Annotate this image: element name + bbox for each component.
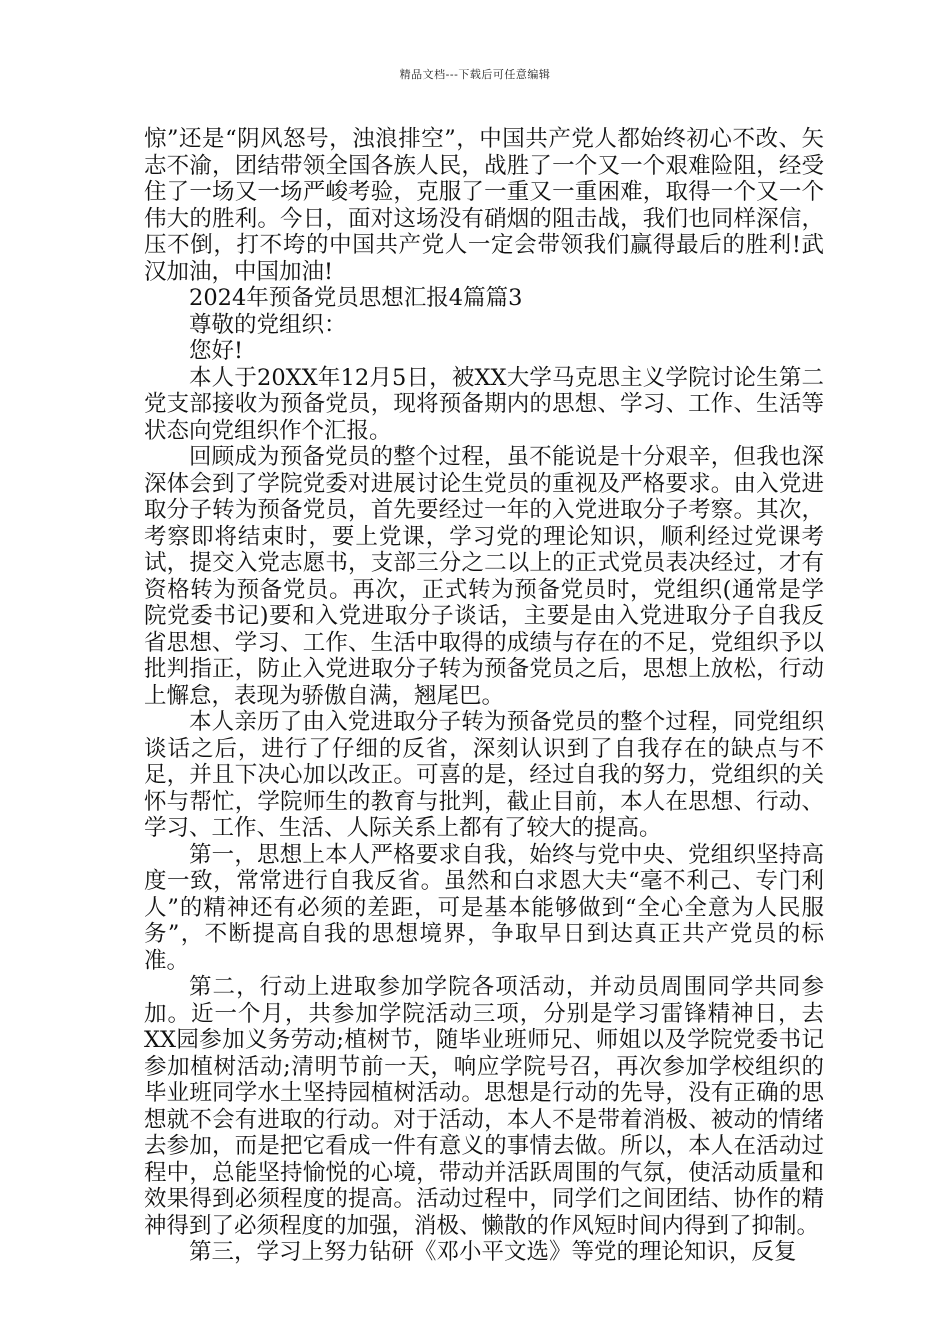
paragraph: 第三，学习上努力钻研《邓小平文选》等党的理论知识，反复 bbox=[189, 1239, 797, 1265]
paragraph: 回顾成为预备党员的整个过程，虽不能说是十分艰辛，但我也深深体会到了学院党委对进展讨论生党员的重视及严格要求。由入党进取分子转为预备党员，首先要经过一年的入党进取分子考察。其次，考察即将结束时，要上党课，学习党的理论知识，顺利经过党课考试，提交入党志愿书，支部三分之二以上的正式党员表决经过，才有资格转为预备党员。再次，正式转为预备党员时，党组织(通常是学院党委书记)要和入党进取分子谈话，主要是由入党进取分子自我反省思想、学习、工作、生活中取得的成绩与存在的不足，党组织予以批判指正，防止入党进取分子转为预备党员之后，思想上放松，行动上懈怠，表现为骄傲自满，翘尾巴。 bbox=[144, 444, 824, 709]
paragraph: 第一，思想上本人严格要求自我，始终与党中央、党组织坚持高度一致，常常进行自我反省。虽然和白求恩大夫“毫不利己、专门利人”的精神还有必须的差距，可是基本能够做到“全心全意为人民服务”，不断提高自我的思想境界，争取早日到达真正共产党员的标准。 bbox=[144, 841, 824, 974]
paragraph: 本人亲历了由入党进取分子转为预备党员的整个过程，同党组织谈话之后，进行了仔细的反省，深刻认识到了自我存在的缺点与不足，并且下决心加以改正。可喜的是，经过自我的努力，党组织的关怀与帮忙，学院师生的教育与批判，截止目前，本人在思想、行动、学习、工作、生活、人际关系上都有了较大的提高。 bbox=[144, 709, 824, 841]
document-body bbox=[144, 126, 824, 1266]
paragraph: 第二，行动上进取参加学院各项活动，并动员周围同学共同参加。近一个月，共参加学院活动三项，分别是学习雷锋精神日，去XX园参加义务劳动;植树节，随毕业班师兄、师姐以及学院党委书记参加植树活动;清明节前一天，响应学院号召，再次参加学校组织的毕业班同学水土坚持园植树活动。思想是行动的先导，没有正确的思想就不会有进取的行动。对于活动，本人不是带着消极、被动的情绪去参加，而是把它看成一件有意义的事情去做。所以，本人在活动过程中，总能坚持愉悦的心境，带动并活跃周围的气氛，使活动质量和效果得到必须程度的提高。活动过程中，同学们之间团结、协作的精神得到了必须程度的加强，消极、懒散的作风短时间内得到了抑制。 bbox=[144, 974, 824, 1239]
paragraph: 惊”还是“阴风怒号，浊浪排空”，中国共产党人都始终初心不改、矢志不渝，团结带领全国各族人民，战胜了一个又一个艰难险阻，经受住了一场又一场严峻考验，克服了一重又一重困难，取得一个又一个伟大的胜利。今日，面对这场没有硝烟的阻击战，我们也同样深信，压不倒，打不垮的中国共产党人一定会带领我们赢得最后的胜利!武汉加油，中国加油! bbox=[144, 126, 824, 285]
salutation: 尊敬的党组织： bbox=[189, 311, 347, 338]
greeting: 您好! bbox=[189, 338, 244, 364]
section-title: 2024年预备党员思想汇报4篇篇3 bbox=[189, 285, 523, 311]
page-header-note: 精品文档---下载后可任意编辑 bbox=[399, 68, 551, 81]
paragraph: 本人于20XX年12月5日，被XX大学马克思主义学院讨论生第二党支部接收为预备党员，现将预备期内的思想、学习、工作、生活等状态向党组织作个汇报。 bbox=[144, 364, 824, 444]
